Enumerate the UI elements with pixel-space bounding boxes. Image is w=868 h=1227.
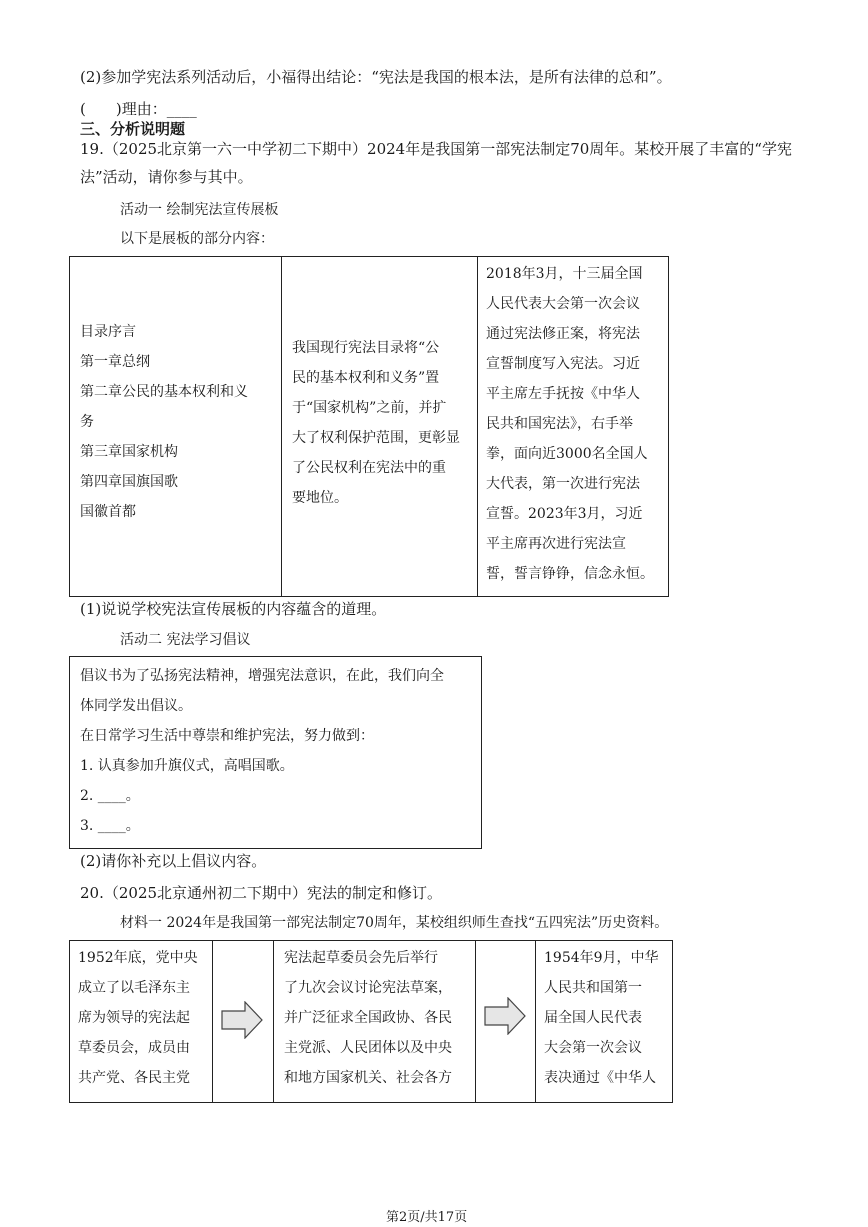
flow-box-3-line: 表决通过《中华人: [544, 1070, 656, 1086]
proposal-box: [69, 656, 482, 849]
board-col3-line: 平主席左手抚按《中华人: [486, 386, 640, 402]
flow-box-1-line: 成立了以毛泽东主: [78, 980, 190, 996]
board-col2-line: 大了权利保护范围，更彰显: [292, 430, 460, 446]
board-col3-text: [486, 259, 654, 589]
activity1-intro: 以下是展板的部分内容：: [120, 231, 274, 247]
flow-box-3-line: 届全国人民代表: [544, 1010, 642, 1026]
flow-box-1-line: 草委员会，成员由: [78, 1040, 190, 1056]
flow-box-3-line: 1954年9月，中华: [544, 950, 659, 966]
flow-box-2-text: [284, 943, 452, 1093]
board-col3-line: 通过宪法修正案，将宪法: [486, 326, 640, 342]
board-col2-line: 要地位。: [292, 490, 348, 506]
right-arrow-icon: [484, 997, 526, 1035]
flow-box-2-line: 宪法起草委员会先后举行: [284, 950, 438, 966]
flow-box-2-line: 和地方国家机关、社会各方: [284, 1070, 452, 1086]
board-col3-line: 宣誓。2023年3月，习近: [486, 506, 643, 522]
board-col3-line: 平主席再次进行宪法宣: [486, 536, 626, 552]
proposal-blank-item-3[interactable]: 3. ____。: [80, 818, 140, 834]
section-heading: 三、分析说明题: [80, 120, 186, 138]
proposal-line: 1. 认真参加升旗仪式，高唱国歌。: [80, 758, 294, 774]
flow-box-3-text: [544, 943, 659, 1093]
board-col2-line: 民的基本权利和义务”置: [292, 370, 440, 386]
q19-stem-line1: 19.（2025北京第一六一中学初二下期中）2024年是我国第一部宪法制定70周年。某校开展了丰富的“学宪: [80, 140, 792, 158]
right-arrow-icon: [221, 1001, 263, 1039]
flow-box-2-line: 并广泛征求全国政协、各民: [284, 1010, 452, 1026]
flow-box-1: [69, 940, 213, 1103]
flow-arrow-cell-2: [475, 940, 536, 1103]
board-col3-line: 誓，誓言铮铮，信念永恒。: [486, 566, 654, 582]
judge-reason-label: )理由：: [115, 100, 167, 118]
board-col2: [281, 256, 478, 597]
board-col3-line: 民共和国宪法》，右手举: [486, 416, 633, 432]
flow-box-3-line: 人民共和国第一: [544, 980, 642, 996]
board-col1: [69, 256, 282, 597]
q19-subquestion-1: (1)说说学校宪法宣传展板的内容蕴含的道理。: [80, 600, 387, 618]
toc-line: 第一章总纲: [80, 354, 150, 370]
activity1-title: 活动一 绘制宪法宣传展板: [120, 202, 279, 218]
flow-box-1-line: 席为领导的宪法起: [78, 1010, 190, 1026]
flow-box-1-line: 共产党、各民主党: [78, 1070, 190, 1086]
board-col3-line: 2018年3月，十三届全国: [486, 266, 643, 282]
flow-arrow-cell-1: [212, 940, 274, 1103]
material1: 材料一 2024年是我国第一部宪法制定70周年，某校组织师生查找“五四宪法”历史资料。: [120, 915, 669, 931]
proposal-blank-item-2[interactable]: 2. ____。: [80, 788, 140, 804]
toc-line: 第四章国旗国歌: [80, 474, 178, 490]
board-col2-line: 我国现行宪法目录将“公: [292, 340, 440, 356]
q18-part2-statement: (2)参加学宪法系列活动后，小福得出结论：“宪法是我国的根本法，是所有法律的总和”。: [80, 68, 672, 86]
judge-reason-blank[interactable]: ____: [166, 100, 197, 118]
board-col2-line: 了公民权利在宪法中的重: [292, 460, 446, 476]
board-col2-line: 于“国家机构”之前，并扩: [292, 400, 447, 416]
proposal-line: 体同学发出倡议。: [80, 698, 192, 714]
board-col2-text: [292, 333, 460, 513]
board-col1-text: [80, 317, 248, 527]
activity2-title: 活动二 宪法学习倡议: [120, 632, 251, 648]
flow-box-3-line: 大会第一次会议: [544, 1040, 642, 1056]
toc-line: 目录序言: [80, 324, 136, 340]
toc-line: 务: [80, 414, 94, 430]
proposal-text: [80, 661, 444, 841]
q19-subquestion-2: (2)请你补充以上倡议内容。: [80, 852, 267, 870]
flow-box-2-line: 了九次会议讨论宪法草案，: [284, 980, 452, 996]
q20-stem: 20.（2025北京通州初二下期中）宪法的制定和修订。: [80, 884, 443, 902]
toc-line: 第二章公民的基本权利和义: [80, 384, 248, 400]
board-col3-line: 拳，面向近3000名全国人: [486, 446, 648, 462]
toc-line: 第三章国家机构: [80, 444, 178, 460]
toc-line: 国徽首都: [80, 504, 136, 520]
flow-box-2: [273, 940, 476, 1103]
board-col3-line: 宣誓制度写入宪法。习近: [486, 356, 640, 372]
page-number: 第2页/共17页: [386, 1210, 468, 1225]
board-col3: [477, 256, 669, 597]
board-col3-line: 大代表，第一次进行宪法: [486, 476, 640, 492]
flow-box-2-line: 主党派、人民团体以及中央: [284, 1040, 452, 1056]
flow-box-1-line: 1952年底，党中央: [78, 950, 198, 966]
q19-stem-line2: 法”活动，请你参与其中。: [80, 168, 253, 186]
board-col3-line: 人民代表大会第一次会议: [486, 296, 640, 312]
proposal-line: 倡议书为了弘扬宪法精神，增强宪法意识，在此，我们向全: [80, 668, 444, 684]
judge-open-paren: (: [80, 100, 86, 118]
flow-box-3: [535, 940, 673, 1103]
proposal-line: 在日常学习生活中尊崇和维护宪法，努力做到：: [80, 728, 374, 744]
flow-box-1-text: [78, 943, 198, 1093]
q18-judge-line: [80, 98, 197, 119]
